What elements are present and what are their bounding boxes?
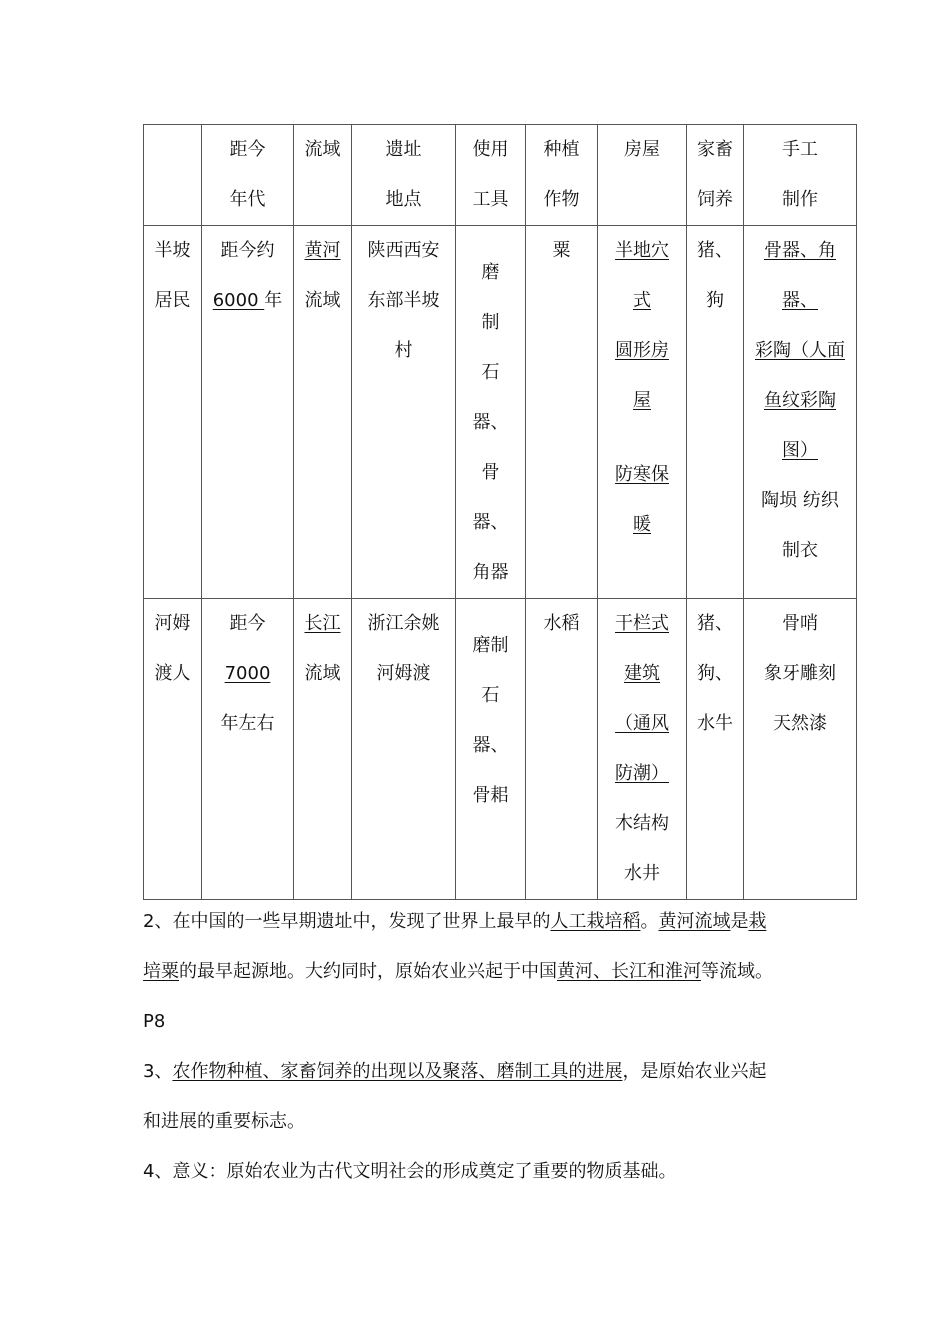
table-row-banpo bbox=[144, 226, 857, 599]
header-cell-tools: 使用 工具 bbox=[456, 125, 526, 226]
cell-banpo-craft: 骨器、角 器、 彩陶（人面 鱼纹彩陶 图） 陶埙 纺织 制衣 bbox=[744, 226, 857, 599]
header-cell-empty bbox=[144, 125, 202, 226]
paragraph-3-line-2: 和进展的重要标志。 bbox=[143, 1111, 305, 1132]
cell-hemudu-livestock: 猪、 狗、 水牛 bbox=[687, 599, 744, 900]
cell-banpo-site: 陕西西安 东部半坡 村 bbox=[352, 226, 456, 599]
paragraph-3-line-1: 3、农作物种植、家畜饲养的出现以及聚落、磨制工具的进展，是原始农业兴起 bbox=[143, 1061, 767, 1082]
comparison-table bbox=[143, 124, 857, 900]
cell-banpo-house: 半地穴 式 圆形房 屋 防寒保 暖 bbox=[598, 226, 687, 599]
header-cell-age: 距今 年代 bbox=[202, 125, 294, 226]
cell-hemudu-craft: 骨哨 象牙雕刻 天然漆 bbox=[744, 599, 857, 900]
header-cell-crop: 种植 作物 bbox=[526, 125, 598, 226]
cell-hemudu-crop: 水稻 bbox=[526, 599, 598, 900]
table-row-hemudu bbox=[144, 599, 857, 900]
cell-banpo-age: 距今约 6000 年 bbox=[202, 226, 294, 599]
cell-banpo-crop: 粟 bbox=[526, 226, 598, 599]
cell-hemudu-house: 干栏式 建筑 （通风 防潮） 木结构 水井 bbox=[598, 599, 687, 900]
table-header-row bbox=[144, 125, 857, 226]
cell-banpo-name: 半坡 居民 bbox=[144, 226, 202, 599]
cell-banpo-tools: 磨 制 石 器、 骨 器、 角器 bbox=[456, 226, 526, 599]
paragraph-2-line-2: 培粟的最早起源地。大约同时，原始农业兴起于中国黄河、长江和淮河等流域。 bbox=[143, 961, 773, 982]
page-reference: P8 bbox=[143, 1011, 166, 1032]
cell-banpo-livestock: 猪、 狗 bbox=[687, 226, 744, 599]
header-cell-craft: 手工 制作 bbox=[744, 125, 857, 226]
header-cell-house: 房屋 bbox=[598, 125, 687, 226]
cell-hemudu-site: 浙江余姚 河姆渡 bbox=[352, 599, 456, 900]
cell-hemudu-basin: 长江 流域 bbox=[294, 599, 352, 900]
header-cell-site: 遗址 地点 bbox=[352, 125, 456, 226]
cell-hemudu-tools: 磨制 石 器、 骨耜 bbox=[456, 599, 526, 900]
header-cell-basin: 流域 bbox=[294, 125, 352, 226]
cell-banpo-basin: 黄河 流域 bbox=[294, 226, 352, 599]
cell-hemudu-name: 河姆 渡人 bbox=[144, 599, 202, 900]
paragraph-4: 4、意义：原始农业为古代文明社会的形成奠定了重要的物质基础。 bbox=[143, 1161, 677, 1182]
paragraph-2-line-1: 2、在中国的一些早期遗址中，发现了世界上最早的人工栽培稻。黄河流域是栽 bbox=[143, 911, 767, 932]
header-cell-livestock: 家畜 饲养 bbox=[687, 125, 744, 226]
cell-hemudu-age: 距今 7000 年左右 bbox=[202, 599, 294, 900]
